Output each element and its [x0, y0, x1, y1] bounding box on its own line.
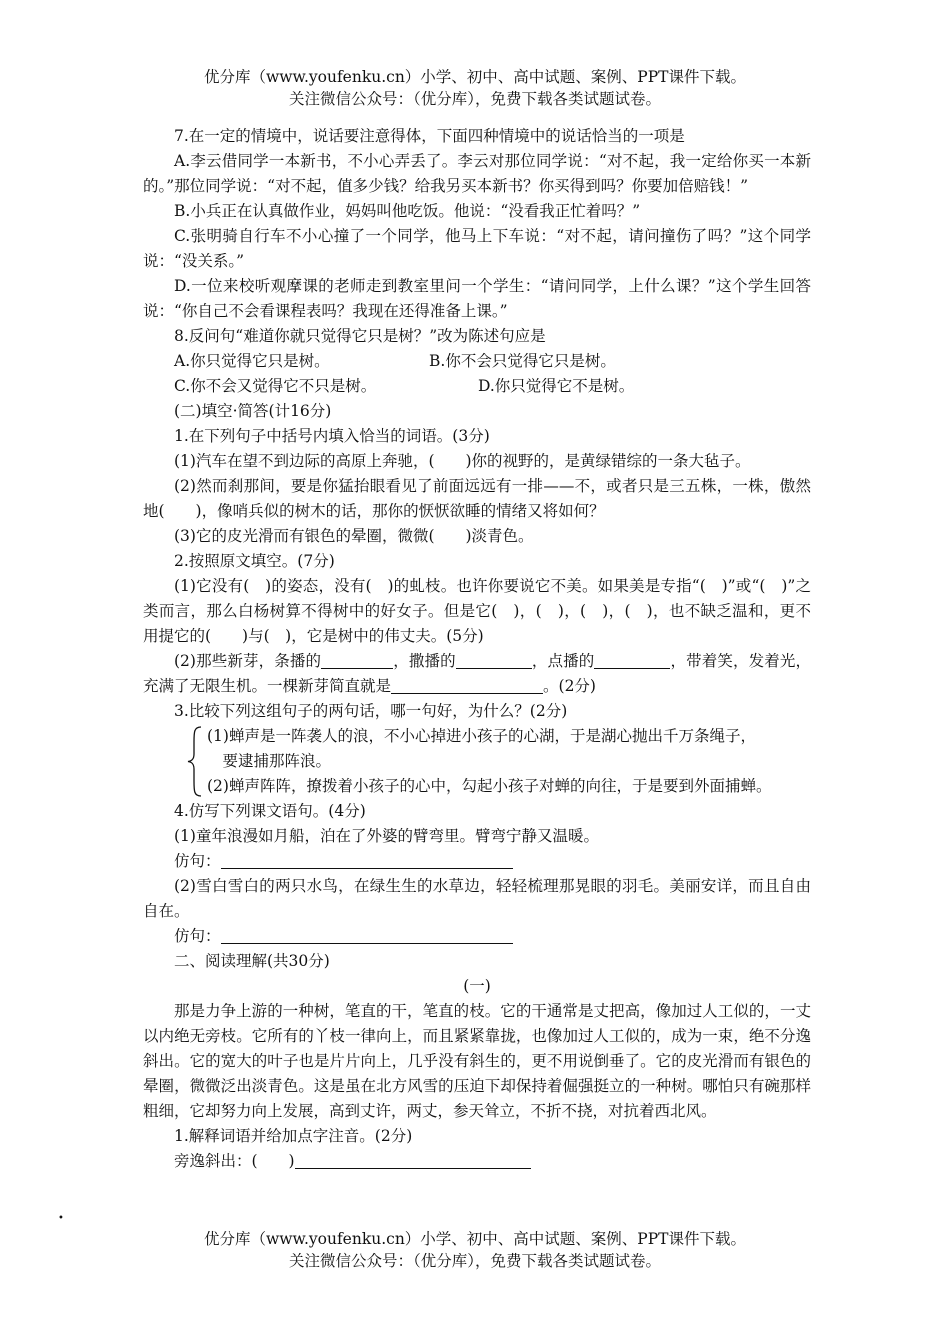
emphasis-dot: •: [58, 1213, 64, 1224]
text-segment: ，带着笑，发着光，充满了无限生机。一棵新芽简直就是: [143, 652, 811, 695]
answer-blank[interactable]: [391, 677, 543, 694]
q7-option-b: B.小兵正在认真做作业，妈妈叫他吃饭。他说：“没看我正忙着吗？”: [174, 202, 641, 220]
comparison-sentence-2: (2)蝉声阵阵，撩拨着小孩子的心中，勾起小孩子对蝉的向往，于是要到外面捕蝉。: [207, 777, 772, 795]
imitation-line-2: [143, 924, 811, 949]
reading-q1-stem: 1.解释词语并给加点字注音。(2分): [174, 1127, 413, 1145]
answer-blank[interactable]: [321, 652, 393, 669]
section-title: (二)填空·简答(计16分): [174, 402, 332, 420]
exam-content: [143, 124, 811, 1174]
reading-part-label: (一): [463, 977, 491, 995]
footer-line-2: 关注微信公众号：（优分库），免费下载各类试题试卷。: [288, 1252, 661, 1270]
header-line-1: 优分库（www.youfenku.cn）小学、初中、高中试题、案例、PPT课件下载。: [203, 68, 747, 86]
q8-option-a: A.你只觉得它只是树。: [174, 352, 330, 370]
footer-line-1: 优分库（www.youfenku.cn）小学、初中、高中试题、案例、PPT课件下载。: [203, 1230, 747, 1248]
q8-options-row-1: [143, 349, 811, 374]
text-segment: ，撒播的: [393, 652, 456, 670]
text-segment: ，点播的: [531, 652, 595, 670]
q8-options-row-2: [143, 374, 811, 399]
term-label: 旁逸斜出：( ): [174, 1152, 295, 1170]
imitation-line-1: [143, 849, 811, 874]
fill-q1-stem: 1.在下列句子中括号内填入恰当的词语。(3分): [174, 427, 490, 445]
fill-q1-sentence-3: (3)它的皮光滑而有银色的晕圈，微微( )淡青色。: [174, 527, 534, 545]
fill-q2-sentence-2: [143, 649, 811, 699]
answer-blank[interactable]: [456, 652, 532, 669]
fill-q3-stem: 3.比较下列这组句子的两句话，哪一句好，为什么？(2分): [174, 702, 568, 720]
page-footer: [0, 1228, 950, 1272]
q8-option-b: B.你不会只觉得它只是树。: [429, 352, 616, 370]
comparison-sentence-1-line-2: 要逮捕那阵浪。: [222, 752, 332, 770]
imitation-answer-blank[interactable]: [221, 852, 513, 869]
q7-stem: 7.在一定的情境中，说话要注意得体，下面四种情境中的说话恰当的一项是: [174, 127, 685, 145]
comparison-sentence-1: [207, 724, 811, 774]
q8-stem: 8.反问句“难道你就只觉得它只是树？”改为陈述句应是: [174, 327, 546, 345]
reading-section-title: 二、阅读理解(共30分): [174, 952, 330, 970]
curly-brace-icon: [185, 724, 205, 799]
fill-q4-sentence-2: (2)雪白雪白的两只水鸟，在绿生生的水草边，轻轻梳理那晃眼的羽毛。美丽安详，而且自由自在。: [143, 877, 811, 920]
text-segment: 。(2分): [543, 677, 596, 695]
fill-q1-sentence-1: (1)汽车在望不到边际的高原上奔驰，( )你的视野的，是黄绿错综的一条大毡子。: [174, 452, 751, 470]
header-line-2: 关注微信公众号：（优分库），免费下载各类试题试卷。: [288, 90, 661, 108]
q8-option-c: C.你不会又觉得它不只是树。: [174, 377, 377, 395]
fill-q2-sentence-1: (1)它没有( )的姿态，没有( )的虬枝。也许你要说它不美。如果美是专指“( )”或“( )”之类而言，那么白杨树算不得树中的好女子。但是它( )，( )，( )，( )，也不缺乏温和，更不用提它的( )与( )，它是树中的伟丈夫。(5分): [143, 577, 811, 645]
answer-blank[interactable]: [594, 652, 670, 669]
fill-q4-sentence-1: (1)童年浪漫如月船，泊在了外婆的臂弯里。臂弯宁静又温暖。: [174, 827, 599, 845]
fill-q4-stem: 4.仿写下列课文语句。(4分): [174, 802, 366, 820]
imitation-answer-blank[interactable]: [221, 927, 513, 944]
fill-q1-sentence-2: (2)然而刹那间，要是你猛抬眼看见了前面远远有一排——不，或者只是三五株，一株，傲然地( )，像哨兵似的树木的话，那你的恹恹欲睡的情绪又将如何？: [143, 477, 811, 520]
imitation-label: 仿句：: [174, 852, 221, 870]
q7-option-c: C.张明骑自行车不小心撞了一个同学，他马上下车说：“对不起，请问撞伤了吗？”这个同学说：“没关系。”: [143, 227, 811, 270]
q8-option-d: D.你只觉得它不是树。: [478, 377, 635, 395]
text-segment: (2)那些新芽，条播的: [174, 652, 322, 670]
reading-q1-item: [143, 1149, 811, 1174]
fill-q2-stem: 2.按照原文填空。(7分): [174, 552, 335, 570]
imitation-label: 仿句：: [174, 927, 221, 945]
comparison-sentence-1-line-1: (1)蝉声是一阵袭人的浪，不小心掉进小孩子的心湖，于是湖心抛出千万条绳子，: [207, 727, 756, 745]
definition-answer-blank[interactable]: [295, 1152, 531, 1169]
q7-option-a: A.李云借同学一本新书，不小心弄丢了。李云对那位同学说：“对不起，我一定给你买一本新的。”那位同学说：“对不起，值多少钱？给我另买本新书？你买得到吗？你要加倍赔钱！”: [143, 152, 811, 195]
page-header: [0, 66, 950, 110]
sentence-comparison-group: [143, 724, 811, 799]
reading-passage: 那是力争上游的一种树，笔直的干，笔直的枝。它的干通常是丈把高，像加过人工似的，一丈以内绝无旁枝。它所有的丫枝一律向上，而且紧紧靠拢，也像加过人工似的，成为一束，绝不分逸斜出。它的宽大的叶子也是片片向上，几乎没有斜生的，更不用说倒垂了。它的皮光滑而有银色的晕圈，微微泛出淡青色。这是虽在北方风雪的压迫下却保持着倔强挺立的一种树。哪怕只有碗那样粗细，它却努力向上发展，高到丈许，两丈，参天耸立，不折不挠，对抗着西北风。: [143, 1002, 811, 1120]
q7-option-d: D.一位来校听观摩课的老师走到教室里问一个学生：“请问同学，上什么课？”这个学生回答说：“你自己不会看课程表吗？我现在还得准备上课。”: [143, 277, 811, 320]
